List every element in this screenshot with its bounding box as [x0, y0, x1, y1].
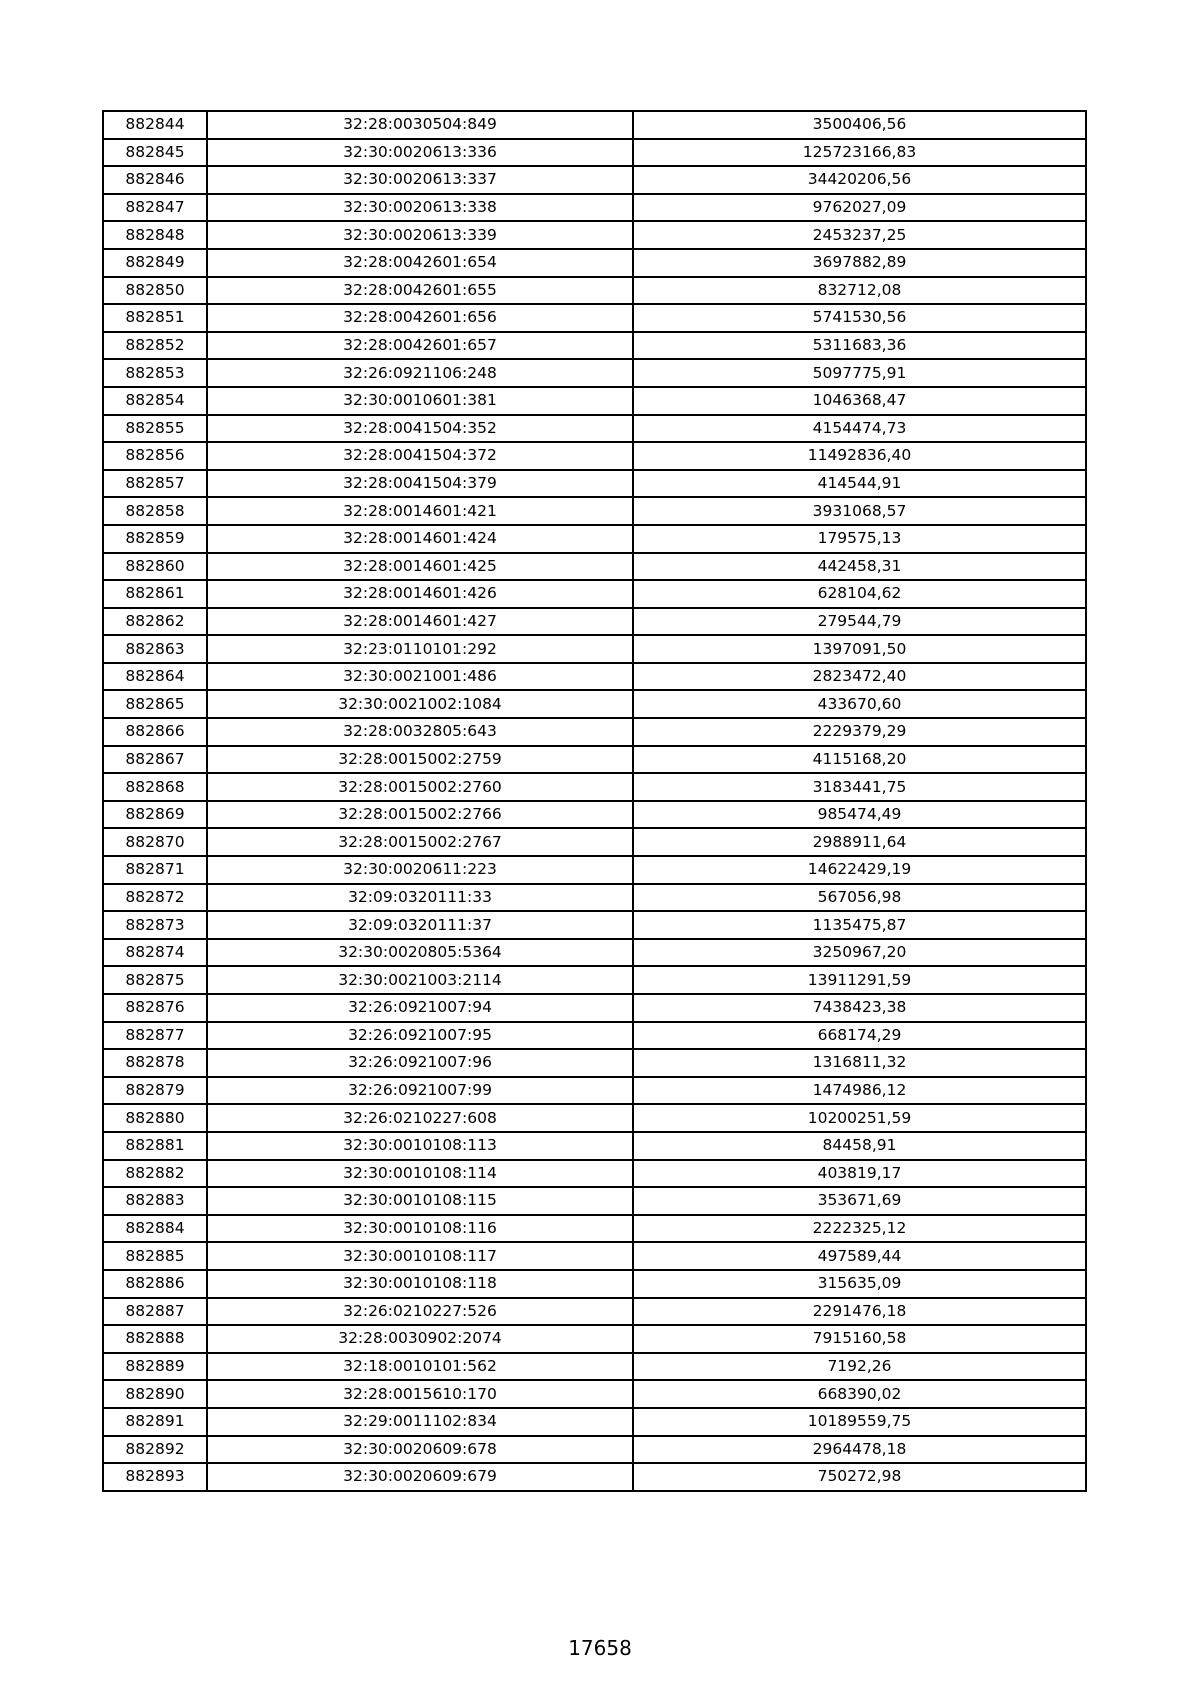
cadastral-number-cell: 32:26:0210227:526: [207, 1298, 633, 1326]
cadastral-number-cell: 32:23:0110101:292: [207, 635, 633, 663]
cadastral-value-cell: 10189559,75: [633, 1408, 1086, 1436]
table-row: [103, 470, 1086, 498]
cadastral-number-cell: 32:28:0030902:2074: [207, 1325, 633, 1353]
row-number-cell: 882850: [103, 277, 207, 305]
row-number-cell: 882888: [103, 1325, 207, 1353]
table-row: [103, 911, 1086, 939]
row-number-cell: 882855: [103, 415, 207, 443]
row-number-cell: 882881: [103, 1132, 207, 1160]
row-number-cell: 882873: [103, 911, 207, 939]
cadastral-number-cell: 32:30:0020609:678: [207, 1436, 633, 1464]
cadastral-number-cell: 32:28:0014601:427: [207, 608, 633, 636]
cadastral-value-cell: 315635,09: [633, 1270, 1086, 1298]
cadastral-value-cell: 1046368,47: [633, 387, 1086, 415]
row-number-cell: 882865: [103, 690, 207, 718]
cadastral-value-cell: 3250967,20: [633, 939, 1086, 967]
cadastral-number-cell: 32:26:0921007:95: [207, 1022, 633, 1050]
cadastral-value-cell: 2964478,18: [633, 1436, 1086, 1464]
row-number-cell: 882868: [103, 773, 207, 801]
table-row: [103, 828, 1086, 856]
table-row: [103, 884, 1086, 912]
table-row: [103, 359, 1086, 387]
row-number-cell: 882862: [103, 608, 207, 636]
row-number-cell: 882874: [103, 939, 207, 967]
cadastral-number-cell: 32:30:0021003:2114: [207, 966, 633, 994]
row-number-cell: 882870: [103, 828, 207, 856]
page-number: 17658: [568, 1636, 632, 1660]
table-body: [103, 111, 1086, 1491]
row-number-cell: 882858: [103, 497, 207, 525]
row-number-cell: 882853: [103, 359, 207, 387]
row-number-cell: 882849: [103, 249, 207, 277]
table-row: [103, 332, 1086, 360]
table-row: [103, 497, 1086, 525]
table-row: [103, 1049, 1086, 1077]
cadastral-number-cell: 32:28:0015610:170: [207, 1380, 633, 1408]
row-number-cell: 882857: [103, 470, 207, 498]
cadastral-value-cell: 2988911,64: [633, 828, 1086, 856]
cadastral-value-cell: 433670,60: [633, 690, 1086, 718]
table-row: [103, 553, 1086, 581]
row-number-cell: 882844: [103, 111, 207, 139]
cadastral-number-cell: 32:30:0020611:223: [207, 856, 633, 884]
row-number-cell: 882863: [103, 635, 207, 663]
cadastral-value-cell: 11492836,40: [633, 442, 1086, 470]
table-row: [103, 1132, 1086, 1160]
row-number-cell: 882884: [103, 1215, 207, 1243]
table-row: [103, 939, 1086, 967]
cadastral-number-cell: 32:30:0010108:117: [207, 1242, 633, 1270]
row-number-cell: 882861: [103, 580, 207, 608]
cadastral-value-cell: 84458,91: [633, 1132, 1086, 1160]
cadastral-value-cell: 3500406,56: [633, 111, 1086, 139]
cadastral-number-cell: 32:28:0015002:2760: [207, 773, 633, 801]
cadastral-number-cell: 32:30:0010108:118: [207, 1270, 633, 1298]
table-row: [103, 304, 1086, 332]
table-row: [103, 1215, 1086, 1243]
cadastral-number-cell: 32:18:0010101:562: [207, 1353, 633, 1381]
cadastral-number-cell: 32:28:0041504:379: [207, 470, 633, 498]
row-number-cell: 882887: [103, 1298, 207, 1326]
cadastral-number-cell: 32:28:0014601:426: [207, 580, 633, 608]
row-number-cell: 882892: [103, 1436, 207, 1464]
table-row: [103, 1408, 1086, 1436]
cadastral-number-cell: 32:26:0921106:248: [207, 359, 633, 387]
cadastral-number-cell: 32:28:0014601:425: [207, 553, 633, 581]
table-row: [103, 663, 1086, 691]
cadastral-value-cell: 2291476,18: [633, 1298, 1086, 1326]
cadastral-value-cell: 4115168,20: [633, 746, 1086, 774]
cadastral-number-cell: 32:30:0020805:5364: [207, 939, 633, 967]
table-row: [103, 525, 1086, 553]
cadastral-number-cell: 32:30:0010108:114: [207, 1160, 633, 1188]
cadastral-value-cell: 7915160,58: [633, 1325, 1086, 1353]
row-number-cell: 882877: [103, 1022, 207, 1050]
cadastral-number-cell: 32:30:0020613:339: [207, 221, 633, 249]
cadastral-value-cell: 985474,49: [633, 801, 1086, 829]
row-number-cell: 882854: [103, 387, 207, 415]
row-number-cell: 882867: [103, 746, 207, 774]
table-row: [103, 415, 1086, 443]
table-row: [103, 580, 1086, 608]
table-row: [103, 690, 1086, 718]
cadastral-number-cell: 32:28:0014601:421: [207, 497, 633, 525]
table-row: [103, 718, 1086, 746]
cadastral-value-cell: 1316811,32: [633, 1049, 1086, 1077]
cadastral-number-cell: 32:28:0042601:657: [207, 332, 633, 360]
row-number-cell: 882848: [103, 221, 207, 249]
table-row: [103, 1325, 1086, 1353]
cadastral-number-cell: 32:30:0020613:336: [207, 139, 633, 167]
cadastral-number-cell: 32:26:0921007:94: [207, 994, 633, 1022]
cadastral-value-cell: 125723166,83: [633, 139, 1086, 167]
cadastral-value-cell: 353671,69: [633, 1187, 1086, 1215]
cadastral-value-cell: 750272,98: [633, 1463, 1086, 1491]
cadastral-value-cell: 34420206,56: [633, 166, 1086, 194]
table-row: [103, 442, 1086, 470]
cadastral-value-cell: 3931068,57: [633, 497, 1086, 525]
row-number-cell: 882879: [103, 1077, 207, 1105]
row-number-cell: 882864: [103, 663, 207, 691]
cadastral-value-cell: 442458,31: [633, 553, 1086, 581]
row-number-cell: 882891: [103, 1408, 207, 1436]
table-row: [103, 194, 1086, 222]
cadastral-value-cell: 2823472,40: [633, 663, 1086, 691]
cadastral-number-cell: 32:28:0032805:643: [207, 718, 633, 746]
cadastral-number-cell: 32:26:0921007:99: [207, 1077, 633, 1105]
cadastral-number-cell: 32:30:0021002:1084: [207, 690, 633, 718]
cadastral-value-cell: 628104,62: [633, 580, 1086, 608]
row-number-cell: 882859: [103, 525, 207, 553]
cadastral-value-cell: 9762027,09: [633, 194, 1086, 222]
cadastral-value-cell: 279544,79: [633, 608, 1086, 636]
row-number-cell: 882866: [103, 718, 207, 746]
cadastral-value-cell: 5311683,36: [633, 332, 1086, 360]
table-row: [103, 1436, 1086, 1464]
row-number-cell: 882845: [103, 139, 207, 167]
row-number-cell: 882856: [103, 442, 207, 470]
cadastral-number-cell: 32:28:0041504:352: [207, 415, 633, 443]
cadastral-value-cell: 497589,44: [633, 1242, 1086, 1270]
table-row: [103, 1104, 1086, 1132]
cadastral-number-cell: 32:09:0320111:33: [207, 884, 633, 912]
cadastral-value-cell: 832712,08: [633, 277, 1086, 305]
table-row: [103, 966, 1086, 994]
row-number-cell: 882860: [103, 553, 207, 581]
cadastral-value-cell: 2229379,29: [633, 718, 1086, 746]
cadastral-value-cell: 13911291,59: [633, 966, 1086, 994]
cadastral-value-cell: 10200251,59: [633, 1104, 1086, 1132]
table-row: [103, 1022, 1086, 1050]
cadastral-value-cell: 1474986,12: [633, 1077, 1086, 1105]
row-number-cell: 882882: [103, 1160, 207, 1188]
row-number-cell: 882851: [103, 304, 207, 332]
cadastral-number-cell: 32:28:0041504:372: [207, 442, 633, 470]
cadastral-value-cell: 414544,91: [633, 470, 1086, 498]
row-number-cell: 882872: [103, 884, 207, 912]
table-row: [103, 221, 1086, 249]
cadastral-number-cell: 32:09:0320111:37: [207, 911, 633, 939]
cadastral-number-cell: 32:30:0010108:116: [207, 1215, 633, 1243]
cadastral-number-cell: 32:28:0042601:655: [207, 277, 633, 305]
table-row: [103, 139, 1086, 167]
cadastral-number-cell: 32:30:0010108:113: [207, 1132, 633, 1160]
row-number-cell: 882890: [103, 1380, 207, 1408]
cadastral-number-cell: 32:26:0921007:96: [207, 1049, 633, 1077]
cadastral-value-cell: 403819,17: [633, 1160, 1086, 1188]
row-number-cell: 882875: [103, 966, 207, 994]
cadastral-value-cell: 5741530,56: [633, 304, 1086, 332]
cadastral-number-cell: 32:28:0014601:424: [207, 525, 633, 553]
cadastral-number-cell: 32:28:0042601:654: [207, 249, 633, 277]
table-row: [103, 1077, 1086, 1105]
cadastral-value-cell: 2453237,25: [633, 221, 1086, 249]
table-row: [103, 635, 1086, 663]
cadastral-value-cell: 567056,98: [633, 884, 1086, 912]
cadastral-number-cell: 32:30:0010601:381: [207, 387, 633, 415]
cadastral-value-cell: 7192,26: [633, 1353, 1086, 1381]
table-row: [103, 1160, 1086, 1188]
cadastral-table-container: [102, 110, 1085, 1492]
cadastral-value-table: [102, 110, 1087, 1492]
cadastral-number-cell: 32:30:0020613:338: [207, 194, 633, 222]
cadastral-value-cell: 3183441,75: [633, 773, 1086, 801]
cadastral-number-cell: 32:30:0020609:679: [207, 1463, 633, 1491]
table-row: [103, 1463, 1086, 1491]
table-row: [103, 1353, 1086, 1381]
table-row: [103, 387, 1086, 415]
row-number-cell: 882869: [103, 801, 207, 829]
table-row: [103, 277, 1086, 305]
row-number-cell: 882871: [103, 856, 207, 884]
table-row: [103, 994, 1086, 1022]
cadastral-value-cell: 668174,29: [633, 1022, 1086, 1050]
cadastral-value-cell: 4154474,73: [633, 415, 1086, 443]
cadastral-value-cell: 2222325,12: [633, 1215, 1086, 1243]
cadastral-value-cell: 179575,13: [633, 525, 1086, 553]
row-number-cell: 882847: [103, 194, 207, 222]
row-number-cell: 882883: [103, 1187, 207, 1215]
cadastral-number-cell: 32:28:0015002:2766: [207, 801, 633, 829]
cadastral-number-cell: 32:28:0015002:2759: [207, 746, 633, 774]
table-row: [103, 1187, 1086, 1215]
row-number-cell: 882886: [103, 1270, 207, 1298]
cadastral-value-cell: 7438423,38: [633, 994, 1086, 1022]
table-row: [103, 856, 1086, 884]
cadastral-value-cell: 668390,02: [633, 1380, 1086, 1408]
row-number-cell: 882880: [103, 1104, 207, 1132]
row-number-cell: 882846: [103, 166, 207, 194]
table-row: [103, 1242, 1086, 1270]
row-number-cell: 882852: [103, 332, 207, 360]
row-number-cell: 882876: [103, 994, 207, 1022]
table-row: [103, 1298, 1086, 1326]
table-row: [103, 608, 1086, 636]
cadastral-value-cell: 5097775,91: [633, 359, 1086, 387]
cadastral-number-cell: 32:29:0011102:834: [207, 1408, 633, 1436]
table-row: [103, 249, 1086, 277]
row-number-cell: 882889: [103, 1353, 207, 1381]
row-number-cell: 882878: [103, 1049, 207, 1077]
table-row: [103, 111, 1086, 139]
table-row: [103, 773, 1086, 801]
table-row: [103, 801, 1086, 829]
cadastral-value-cell: 1397091,50: [633, 635, 1086, 663]
cadastral-number-cell: 32:28:0030504:849: [207, 111, 633, 139]
table-row: [103, 1270, 1086, 1298]
cadastral-value-cell: 3697882,89: [633, 249, 1086, 277]
row-number-cell: 882885: [103, 1242, 207, 1270]
cadastral-value-cell: 14622429,19: [633, 856, 1086, 884]
cadastral-number-cell: 32:30:0021001:486: [207, 663, 633, 691]
table-row: [103, 1380, 1086, 1408]
cadastral-number-cell: 32:30:0020613:337: [207, 166, 633, 194]
cadastral-number-cell: 32:26:0210227:608: [207, 1104, 633, 1132]
cadastral-value-cell: 1135475,87: [633, 911, 1086, 939]
cadastral-number-cell: 32:28:0042601:656: [207, 304, 633, 332]
table-row: [103, 746, 1086, 774]
table-row: [103, 166, 1086, 194]
row-number-cell: 882893: [103, 1463, 207, 1491]
cadastral-number-cell: 32:30:0010108:115: [207, 1187, 633, 1215]
cadastral-number-cell: 32:28:0015002:2767: [207, 828, 633, 856]
